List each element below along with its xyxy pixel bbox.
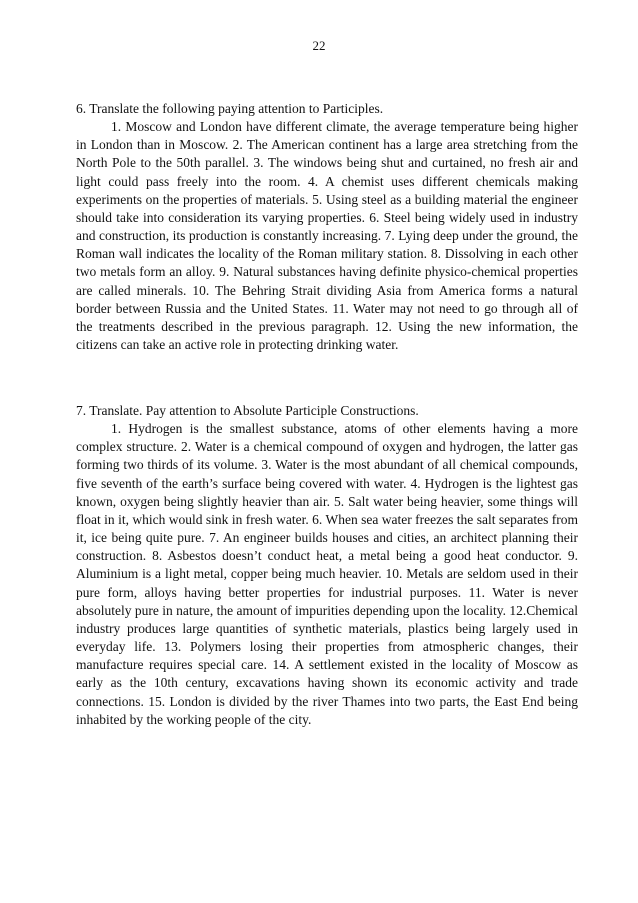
exercise-7-body: 1. Hydrogen is the smallest substance, atoms of other elements having a more complex structure. 2. Water is a chemical compound of oxygen and hydrogen, the latter gas forming two thirds of its volume. 3. Water is the most abundant of all chemical compounds, five seventh of the earth’s surface being covered with water. 4. Hydrogen is the lightest gas known, oxygen being slightly heavier than air. 5. Salt water being heavier, some things will float in it, which would sink in fresh water. 6. When sea water freezes the salt separates from it, ice being quite pure. 7. An engineer builds houses and cities, an architect planning their construction. 8. Asbestos doesn’t conduct heat, a metal being a good heat conductor. 9. Aluminium is a light metal, copper being much heavier. 10. Metals are seldom used in their pure form, alloys having better properties for industrial purposes. 11. Water is never absolutely pure in nature, the amount of impurities depending upon the locality. 12.Chemical industry produces large quantities of synthetic materials, plastics being largely used in everyday life. 13. Polymers losing their properties from atmospheric changes, their manufacture requires special care. 14. A settlement existed in the locality of Moscow as early as the 10th century, excavations having shown its economic activity and trade connections. 15. London is divided by the river Thames into two parts, the East End being inhabited by the working people of the city. — [76, 421, 578, 727]
page-number: 22 — [312, 38, 326, 53]
exercise-7-heading: 7. Translate. Pay attention to Absolute Participle Constructions. — [76, 403, 419, 418]
exercise-6-heading: 6. Translate the following paying attention to Participles. — [76, 101, 384, 116]
exercise-6-body: 1. Moscow and London have different climate, the average temperature being higher in London than in Moscow. 2. The American continent has a large area stretching from the North Pole to the 50th parallel. 3. The windows being shut and curtained, no fresh air and light could pass freely into the room. 4. A chemist uses different chemicals making experiments on the properties of materials. 5. Using steel as a building material the engineer should take into consideration its varying properties. 6. Steel being widely used in industry and construction, its production is constantly increasing. 7. Lying deep under the ground, the Roman wall indicates the locality of the Roman military station. 8. Dissolving in each other two metals form an alloy. 9. Natural substances having definite physico-chemical properties are called minerals. 10. The Behring Strait dividing Asia from America forms a natural border between Russia and the United States. 11. Water may not need to go through all of the treatments described in the previous paragraph. 12. Using the new information, the citizens can take an active role in protecting drinking water. — [76, 119, 578, 353]
exercise-6 — [76, 100, 578, 354]
exercise-7 — [76, 402, 578, 729]
